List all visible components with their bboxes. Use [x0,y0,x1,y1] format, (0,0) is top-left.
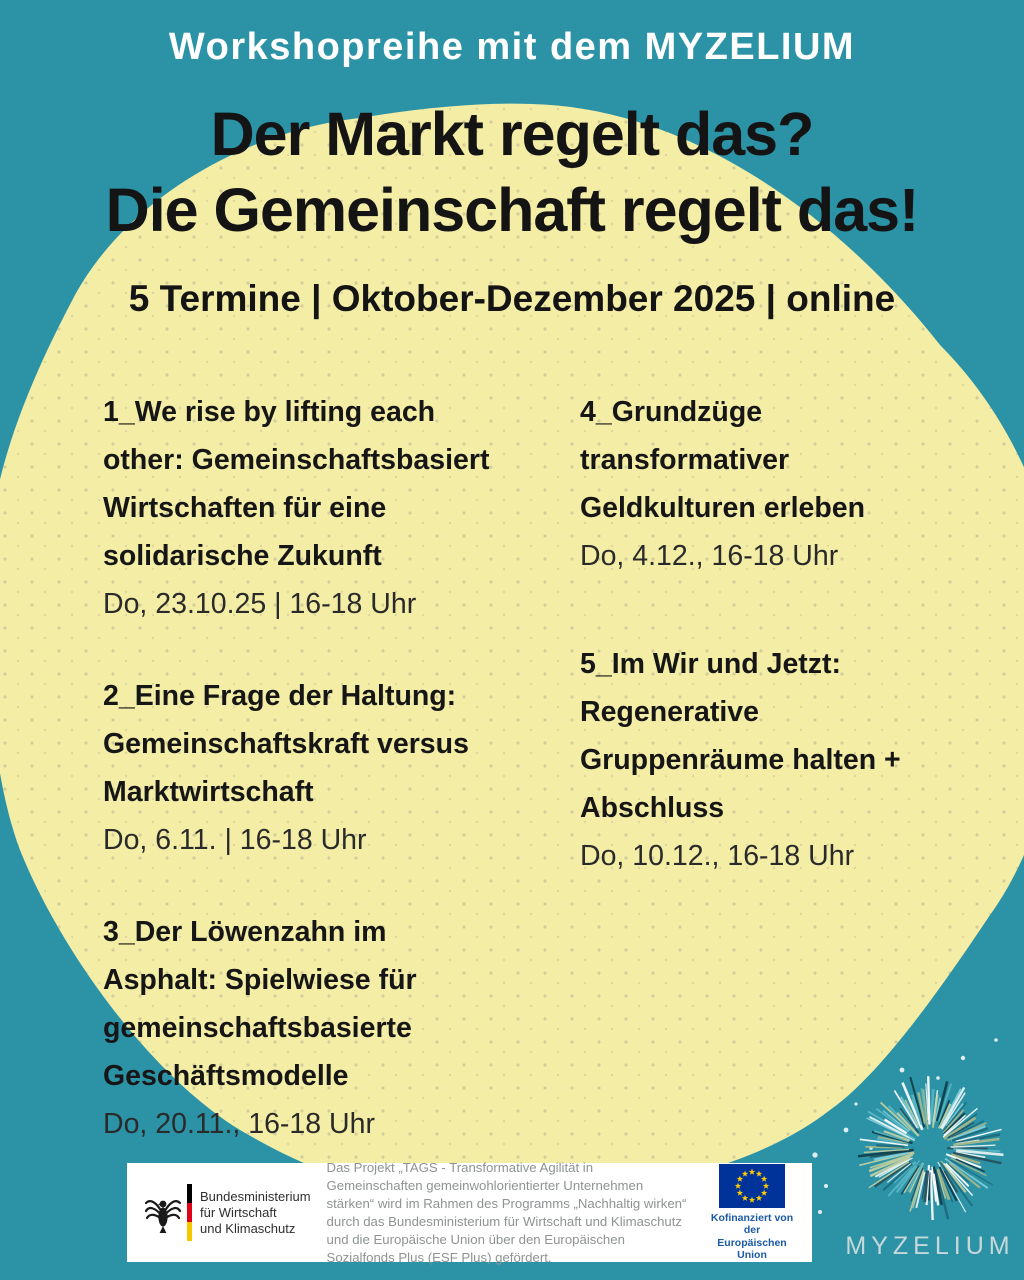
black-red-gold-bar [187,1184,192,1242]
eu-caption [702,1212,802,1262]
session-item [103,908,573,1148]
myzelium-brand [835,1070,1024,1261]
session-title-line: 1_We rise by lifting each [103,396,436,428]
session-date: Do, 6.11. | 16-18 Uhr [103,824,367,856]
eu-cofunding-block [702,1164,802,1262]
session-title-line: Gruppenräume halten + [580,744,901,776]
session-title-line: 2_Eine Frage der Haltung: [103,680,457,712]
session-title-line: Geschäftsmodelle [103,1060,349,1092]
session-title-line: 5_Im Wir und Jetzt: [580,648,842,680]
poster-title [0,96,1024,248]
session-title-line: 4_Grundzüge [580,396,763,428]
sessions-column-left [103,388,573,1192]
session-item [580,388,1010,580]
session-item [580,640,1010,880]
project-funding-text: Das Projekt „TAGS - Transformative Agilität in Gemeinschaften gemeinwohlorientierter Unternehmen stärken“ wird im Rahmen des Programms „Nachhaltig wirken“ durch das Bundesministerium für Wirtschaft und Klimaschutz und die Europäische Union über den Europäischen Sozialfonds Plus (ESF Plus) gefördert. [326,1159,687,1265]
session-item [103,672,573,864]
myzelium-wordmark: MYZELIUM [845,1232,1015,1260]
poster-subtitle: 5 Termine | Oktober-Dezember 2025 | online [128,278,896,319]
session-date: Do, 23.10.25 | 16-18 Uhr [103,588,417,620]
kicker-text: Workshopreihe mit dem MYZELIUM [168,26,856,68]
session-title-line: Asphalt: Spielwiese für [103,964,417,996]
session-title-line: other: Gemeinschaftsbasiert [103,444,490,476]
session-title-line: gemeinschaftsbasierte [103,1012,412,1044]
session-date: Do, 20.11., 16-18 Uhr [103,1108,375,1140]
ministry-name-line2: für Wirtschaft [200,1204,277,1220]
funding-footer [127,1159,812,1265]
session-title-line: 3_Der Löwenzahn im [103,916,387,948]
title-line-2: Die Gemeinschaft regelt das! [105,176,919,244]
session-title-line: transformativer [580,444,790,476]
session-title-line: Geldkulturen erleben [580,492,866,524]
session-title-line: Gemeinschaftskraft versus [103,728,469,760]
eu-flag-icon [719,1164,785,1208]
session-item [103,388,573,628]
eu-caption-line2: Europäischen Union [717,1236,787,1261]
ministry-name-line3: und Klimaschutz [200,1220,296,1236]
session-date: Do, 4.12., 16-18 Uhr [580,540,839,572]
federal-eagle-icon [143,1190,183,1236]
myzelium-starburst-logo [845,1070,1015,1230]
eu-caption-line1: Kofinanziert von der [710,1211,794,1236]
ministry-name [200,1189,311,1237]
ministry-name-line1: Bundesministerium [200,1188,311,1204]
sessions-column-right [580,388,1010,940]
session-title-line: Abschluss [580,792,725,824]
session-date: Do, 10.12., 16-18 Uhr [580,840,855,872]
session-title-line: Marktwirtschaft [103,776,314,808]
session-title-line: Wirtschaften für eine [103,492,387,524]
title-line-1: Der Markt regelt das? [210,100,814,168]
session-title-line: solidarische Zukunft [103,540,382,572]
session-title-line: Regenerative [580,696,760,728]
ministry-logo [143,1184,311,1242]
